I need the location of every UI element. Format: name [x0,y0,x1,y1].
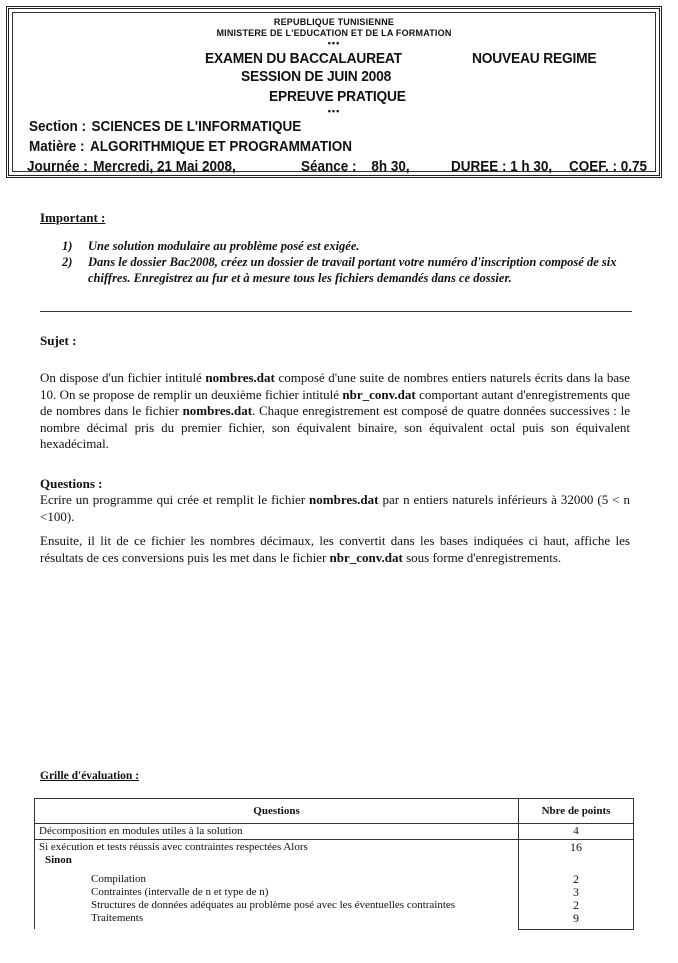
row-label: Si exécution et tests réussis avec contraintes respectées Alors [39,841,308,853]
sujet-heading: Sujet : [40,333,77,348]
row-label: Décomposition en modules utiles à la solution [35,824,519,840]
matiere-line [29,139,352,155]
important-item-text: Dans le dossier Bac2008, créez un dossier de travail portant votre numéro d'inscription composé de six chiffres. Enregistrez au fur et à mesure tous les fichiers demandés dans ce dossier. [88,255,617,285]
journee-label: Journée : [27,159,88,175]
row-label: Sinon [45,854,72,866]
question-text: Ensuite, il lit de ce fichier les nombres décimaux, les convertit dans les bases indiquées ci haut, affiche les résultats de ces conversions puis les met dans le fichier [40,533,630,565]
coef-value: COEF. : 0.75 [569,159,647,175]
grille-heading: Grille d'évaluation : [40,770,140,782]
filename-nombres: nombres.dat [182,403,253,418]
journee-line [27,159,236,175]
duree-value: DUREE : 1 h 30, [451,159,553,175]
filename-nbr-conv: nbr_conv.dat [329,549,403,565]
important-item [62,238,632,254]
question-text: sous forme d'enregistrements. [402,549,562,565]
question-1 [40,492,630,525]
filename-nbr-conv: nbr_conv.dat [342,386,416,402]
seance-label: Séance : [301,159,357,175]
seance-value: 8h 30, [371,159,410,175]
row-points: 2 [573,872,579,886]
exam-title: EXAMEN DU BACCALAUREAT [205,51,402,67]
separator-dots: ••• [327,38,341,48]
table-header-row [35,799,634,824]
important-item-number: 2) [62,255,73,269]
row-points: 2 [573,898,579,912]
section-label: Section : [29,119,86,135]
divider-rule [40,311,632,312]
grading-table [34,798,634,930]
col-points: Nbre de points [519,799,634,824]
sujet-text: . Chaque enregistrement est composé de quatre données successives : le nombre décimal pris du premier fichier, son équivalent binaire, son équivalent octal puis son équivalent hexadécimal. [40,403,630,451]
exam-header [6,6,662,178]
table-cell-group [35,840,519,930]
row-points: 3 [573,885,579,899]
col-questions: Questions [35,799,519,824]
sujet-text: comportant autant d'enregistrements que de nombres dans le fichier [40,386,630,418]
seance-line [301,159,410,175]
row-label: Traitements [91,912,144,924]
sujet-text: On dispose d'un fichier intitulé [40,370,206,385]
important-list [62,238,632,286]
matiere-value: ALGORITHMIQUE ET PROGRAMMATION [90,139,353,155]
important-item-number: 1) [62,239,73,253]
filename-nombres: nombres.dat [205,370,275,385]
question-2 [40,533,630,566]
ministry-line: MINISTERE DE L'EDUCATION ET DE LA FORMATION [216,28,452,38]
row-points: 16 [570,840,582,854]
important-item [62,254,632,286]
row-label: Structures de données adéquates au problème posé avec les éventuelles contraintes [91,899,456,911]
important-heading: Important : [40,210,106,225]
table-row [35,824,634,840]
epreuve-title: EPREUVE PRATIQUE [269,89,406,105]
filename-nombres: nombres.dat [309,492,379,507]
section-value: SCIENCES DE L'INFORMATIQUE [91,119,302,135]
row-label: Contraintes (intervalle de n et type de n) [91,886,269,898]
separator-dots-2: ••• [327,106,341,116]
session-title: SESSION DE JUIN 2008 [241,69,392,85]
row-label: Compilation [91,873,146,885]
important-item-text: Une solution modulaire au problème posé est exigée. [88,239,360,253]
section-line [29,119,301,135]
row-points: 9 [573,911,579,925]
question-text: Ecrire un programme qui crée et remplit le fichier [40,492,310,507]
question-text: par n entiers naturels inférieurs à 32000 (5 < n <100). [40,492,630,524]
journee-value: Mercredi, 21 Mai 2008, [93,159,236,175]
regime-title: NOUVEAU REGIME [472,51,597,67]
sujet-text: composé d'une suite de nombres entiers naturels écrits dans la base 10. On se propose de remplir un deuxième fichier intitulé [40,370,630,402]
row-points: 4 [519,824,634,840]
row-points [523,854,629,867]
sujet-paragraph [40,370,630,453]
questions-heading: Questions : [40,476,103,491]
republic-line: REPUBLIQUE TUNISIENNE [273,17,395,27]
table-cell-group [519,840,634,930]
table-row [35,840,634,930]
matiere-label: Matière : [29,139,85,155]
